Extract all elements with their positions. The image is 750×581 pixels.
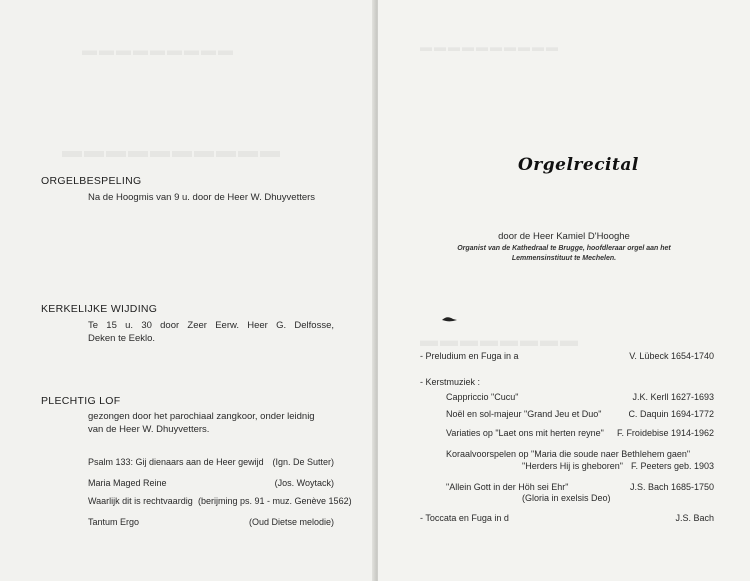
program-item: - Toccata en Fuga in d bbox=[420, 513, 509, 523]
lof-item-credit: (Ign. De Sutter) bbox=[272, 457, 334, 467]
lof-item-title: Maria Maged Reine bbox=[88, 478, 167, 488]
bleed-through-text: ▬▬▬▬▬▬▬▬▬▬ bbox=[418, 40, 558, 54]
section-text-lof-line2: van de Heer W. Dhuyvetters. bbox=[88, 424, 210, 435]
performer-bio-line1: Organist van de Kathedraal te Brugge, hoofdleraar orgel aan het bbox=[457, 245, 671, 252]
program-item: Cappriccio "Cucu" bbox=[446, 392, 519, 402]
program-item: Variaties op "Laet ons mit herten reyne" bbox=[446, 428, 604, 438]
performer-line: door de Heer Kamiel D'Hooghe bbox=[498, 231, 630, 242]
section-heading-orgelbespeling: ORGELBESPELING bbox=[41, 175, 142, 187]
lof-item-note: (berijming ps. 91 - muz. Genève 1562) bbox=[198, 496, 352, 506]
ornament-icon bbox=[441, 315, 459, 323]
section-heading-plechtig-lof: PLECHTIG LOF bbox=[41, 395, 121, 407]
section-text-wijding-line2: Deken te Eeklo. bbox=[88, 333, 156, 344]
bleed-through-heading: ▬▬▬▬▬▬▬▬▬▬ bbox=[60, 140, 280, 162]
program-item: Noël en sol-majeur "Grand Jeu et Duo" bbox=[446, 409, 602, 419]
bleed-through-text: ▬▬▬▬▬▬▬▬ bbox=[418, 330, 578, 350]
lof-item-credit: (Oud Dietse melodie) bbox=[248, 517, 334, 527]
lof-item-title: Waarlijk dit is rechtvaardig bbox=[88, 496, 193, 506]
section-text-wijding-line1: Te 15 u. 30 door Zeer Eerw. Heer G. Delfosse, bbox=[88, 320, 334, 331]
program-composer: J.K. Kerll 1627-1693 bbox=[632, 392, 714, 402]
program-composer: F. Peeters geb. 1903 bbox=[630, 461, 714, 471]
program-item: Koraalvoorspelen op "Maria die soude naer Bethlehem gaen" bbox=[446, 449, 691, 459]
program-item: - Preludium en Fuga in a bbox=[420, 351, 519, 361]
performer-bio-line2: Lemmensinstituut te Mechelen. bbox=[511, 255, 617, 262]
program-composer: J.S. Bach 1685-1750 bbox=[629, 482, 714, 492]
program-composer: J.S. Bach bbox=[675, 513, 714, 523]
lof-item-title: Psalm 133: Gij dienaars aan de Heer gewijd bbox=[88, 457, 264, 467]
recital-title: Orgelrecital bbox=[518, 155, 639, 175]
program-item-subtitle: (Gloria in exelsis Deo) bbox=[522, 493, 611, 503]
section-heading-kerkelijke-wijding: KERKELIJKE WIJDING bbox=[41, 303, 158, 315]
right-page bbox=[378, 0, 750, 581]
lof-item-title: Tantum Ergo bbox=[88, 517, 140, 527]
program-composer: F. Froidebise 1914-1962 bbox=[616, 428, 714, 438]
section-text-orgelbespeling: Na de Hoogmis van 9 u. door de Heer W. Dhuyvetters bbox=[88, 192, 316, 203]
program-section: - Kerstmuziek : bbox=[420, 377, 481, 387]
program-composer: V. Lübeck 1654-1740 bbox=[629, 351, 714, 361]
bleed-through-text: ▬▬▬▬▬▬▬▬▬ bbox=[80, 42, 233, 59]
program-composer: C. Daquin 1694-1772 bbox=[628, 409, 714, 419]
program-item-continued: "Herders Hij is gheboren" bbox=[522, 461, 623, 471]
lof-item-credit: (Jos. Woytack) bbox=[274, 478, 334, 488]
program-item: "Allein Gott in der Höh sei Ehr" bbox=[446, 482, 569, 492]
section-text-lof-line1: gezongen door het parochiaal zangkoor, onder leidnig bbox=[88, 411, 315, 422]
